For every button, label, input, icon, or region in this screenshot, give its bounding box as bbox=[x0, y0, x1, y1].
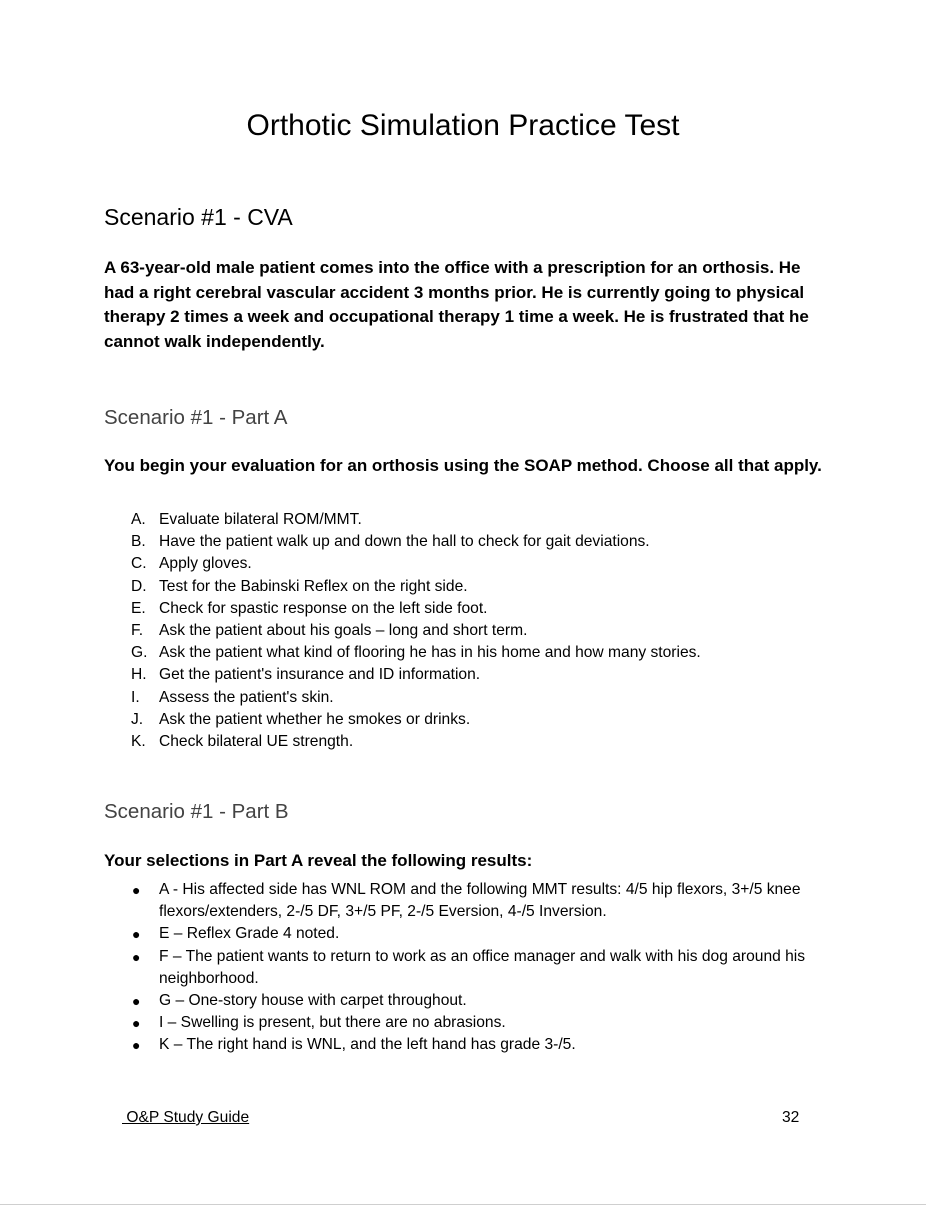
footer-study-guide-label: O&P Study Guide bbox=[122, 1109, 250, 1126]
option-letter: G. bbox=[131, 644, 148, 662]
option-item bbox=[104, 620, 844, 642]
option-item bbox=[104, 642, 844, 664]
page-number: 32 bbox=[782, 1109, 800, 1126]
part-b-results-list bbox=[104, 879, 824, 1057]
result-item bbox=[104, 1034, 824, 1056]
option-text: Check for spastic response on the left side foot. bbox=[159, 599, 488, 617]
option-letter: C. bbox=[131, 555, 147, 573]
bullet-icon: ● bbox=[132, 948, 141, 965]
result-item bbox=[104, 923, 824, 945]
result-item bbox=[104, 946, 824, 990]
option-letter: K. bbox=[131, 733, 146, 751]
option-text: Ask the patient about his goals – long and short term. bbox=[159, 622, 528, 640]
part-a-question: You begin your evaluation for an orthosis using the SOAP method. Choose all that apply. bbox=[104, 456, 822, 475]
scenario-heading: Scenario #1 - CVA bbox=[104, 204, 293, 230]
part-b-heading: Scenario #1 - Part B bbox=[104, 800, 289, 823]
option-text: Check bilateral UE strength. bbox=[159, 733, 354, 751]
option-text: Ask the patient whether he smokes or drinks. bbox=[159, 710, 471, 728]
option-item bbox=[104, 553, 844, 575]
option-item bbox=[104, 598, 844, 620]
option-letter: B. bbox=[131, 533, 146, 551]
option-text: Test for the Babinski Reflex on the right side. bbox=[159, 577, 468, 595]
result-text: I – Swelling is present, but there are no abrasions. bbox=[159, 1014, 506, 1032]
result-text: F – The patient wants to return to work as an office manager and walk with his dog around his neighborhood. bbox=[159, 947, 806, 987]
result-item bbox=[104, 879, 824, 923]
option-letter: I. bbox=[131, 688, 140, 706]
option-letter: J. bbox=[131, 710, 144, 728]
option-text: Assess the patient's skin. bbox=[159, 688, 334, 706]
part-b-question: Your selections in Part A reveal the following results: bbox=[104, 851, 533, 870]
option-item bbox=[104, 664, 844, 686]
option-text: Ask the patient what kind of flooring he has in his home and how many stories. bbox=[159, 644, 701, 662]
option-text: Get the patient's insurance and ID information. bbox=[159, 666, 481, 684]
scenario-description: A 63-year-old male patient comes into the office with a prescription for an orthosis. He had a right cerebral vascular accident 3 months prior. He is currently going to physical therapy 2 times a week and occupational therapy 1 time a week. He is frustrated that he cannot walk independently. bbox=[104, 258, 809, 351]
bullet-icon: ● bbox=[132, 882, 141, 898]
part-a-heading: Scenario #1 - Part A bbox=[104, 406, 288, 429]
option-letter: D. bbox=[131, 577, 147, 595]
option-letter: E. bbox=[131, 599, 146, 617]
result-text: K – The right hand is WNL, and the left hand has grade 3-/5. bbox=[159, 1036, 576, 1054]
page-title: Orthotic Simulation Practice Test bbox=[246, 109, 680, 142]
result-item bbox=[104, 1012, 824, 1034]
result-text: A - His affected side has WNL ROM and the following MMT results: 4/5 hip flexors, 3+/5 knee flexors/extenders, 2-/5 DF, 3+/5 PF, 2-/5 Eversion, 4-/5 Inversion. bbox=[159, 881, 801, 921]
part-a-options-list bbox=[104, 509, 844, 753]
option-item bbox=[104, 576, 844, 598]
option-letter: H. bbox=[131, 666, 147, 684]
option-item bbox=[104, 687, 844, 709]
option-item bbox=[104, 509, 844, 531]
option-letter: F. bbox=[131, 622, 144, 640]
bullet-icon: ● bbox=[132, 1037, 141, 1054]
option-item bbox=[104, 531, 844, 553]
bullet-icon: ● bbox=[132, 926, 141, 943]
result-text: E – Reflex Grade 4 noted. bbox=[159, 925, 340, 943]
option-text: Evaluate bilateral ROM/MMT. bbox=[159, 511, 362, 528]
option-item bbox=[104, 709, 844, 731]
result-item bbox=[104, 990, 824, 1012]
option-letter: A. bbox=[131, 511, 146, 528]
bullet-icon: ● bbox=[132, 993, 141, 1010]
option-item bbox=[104, 731, 844, 753]
result-text: G – One-story house with carpet throughout. bbox=[159, 992, 467, 1010]
page-bottom-divider bbox=[0, 1204, 926, 1205]
option-text: Have the patient walk up and down the hall to check for gait deviations. bbox=[159, 533, 650, 551]
bullet-icon: ● bbox=[132, 1015, 141, 1032]
option-text: Apply gloves. bbox=[159, 555, 252, 573]
